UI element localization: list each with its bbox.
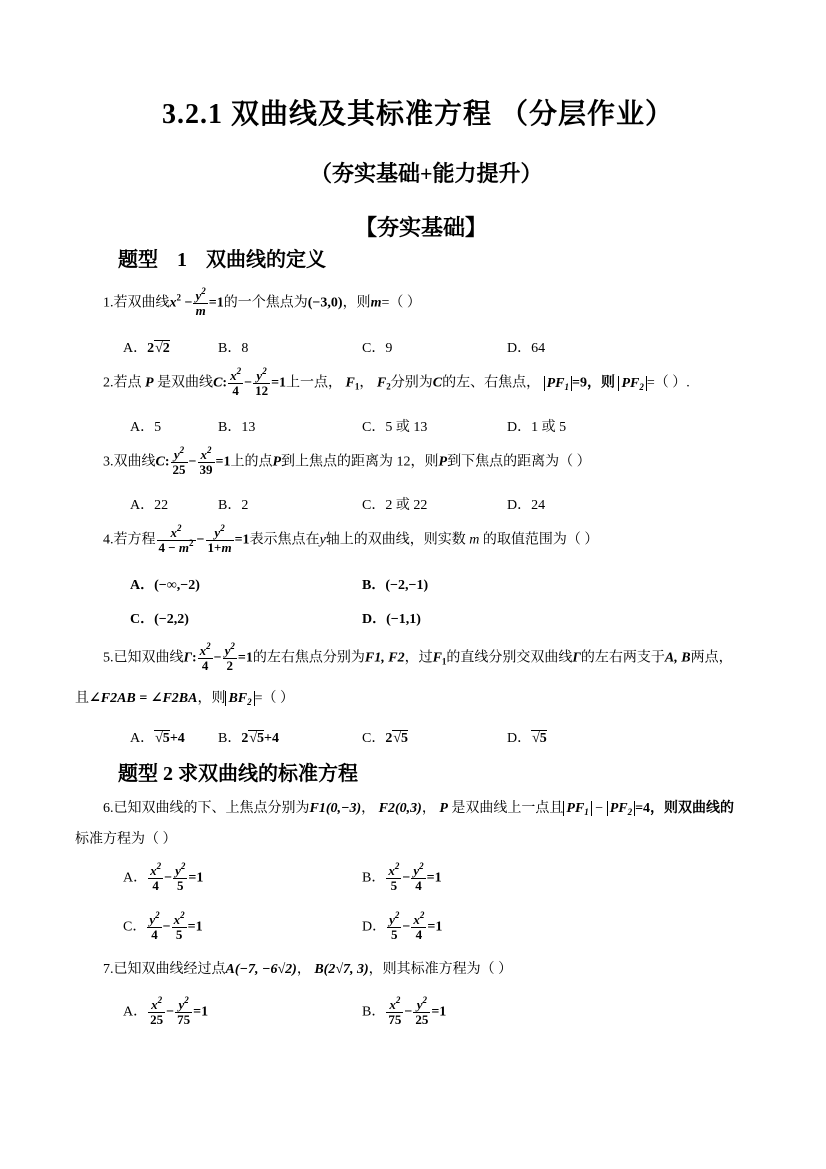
q1-option-a[interactable]: A．2√2 bbox=[123, 341, 170, 356]
q1-option-b[interactable]: B．8 bbox=[218, 341, 249, 356]
q2-option-b[interactable]: B．13 bbox=[218, 420, 256, 435]
q7-option-a[interactable]: A． $\frac{x^2}{25}$ − $\frac{y^2}{75}$ =1 bbox=[123, 995, 209, 1027]
q3-option-a[interactable]: A．22 bbox=[130, 498, 169, 513]
q4-option-d[interactable]: D．(−1,1) bbox=[362, 612, 421, 627]
q2-option-d[interactable]: D．1 或 5 bbox=[507, 420, 567, 435]
q6-option-b[interactable]: B． $\frac{x^2}{5}$ − $\frac{y^2}{4}$ =1 bbox=[362, 861, 442, 893]
q4-option-c[interactable]: C．(−2,2) bbox=[130, 612, 189, 627]
q5-option-c[interactable]: C．2√5 bbox=[362, 731, 409, 746]
type-heading-1: 题型 1 双曲线的定义 bbox=[118, 249, 326, 271]
type-heading-2: 题型 2 求双曲线的标准方程 bbox=[118, 763, 358, 785]
q2-option-c[interactable]: C．5 或 13 bbox=[362, 420, 428, 435]
q6-option-d[interactable]: D． $\frac{y^2}{5}$ − $\frac{x^2}{4}$ =1 bbox=[362, 910, 443, 942]
q3-option-d[interactable]: D．24 bbox=[507, 498, 546, 513]
page-title: 3.2.1 双曲线及其标准方程 （分层作业） bbox=[162, 99, 675, 130]
q6-option-a[interactable]: A． $\frac{x^2}{4}$ − $\frac{y^2}{5}$ =1 bbox=[123, 861, 204, 893]
section-heading: 【夯实基础】 bbox=[355, 215, 488, 240]
q5-option-a[interactable]: A．√5+4 bbox=[130, 731, 185, 746]
question-6-line-2: 标准方程为（ ） bbox=[75, 832, 177, 847]
q7-option-b[interactable]: B． $\frac{x^2}{75}$ − $\frac{y^2}{25}$ =1 bbox=[362, 995, 447, 1027]
question-1: 1.若双曲线$x^2$ − $\frac{y^2}{m}$ =1的一个焦点为(−3,0)，则m=（ ） bbox=[103, 286, 421, 318]
q3-option-b[interactable]: B．2 bbox=[218, 498, 249, 513]
q2-option-a[interactable]: A．5 bbox=[130, 420, 162, 435]
question-7: 7.已知双曲线经过点A(−7, −6√2)， B(2√7, 3)，则其标准方程为（ ） bbox=[103, 962, 513, 977]
q1-option-c[interactable]: C．9 bbox=[362, 341, 393, 356]
q5-option-d[interactable]: D．√5 bbox=[507, 731, 547, 746]
q3-option-c[interactable]: C．2 或 22 bbox=[362, 498, 428, 513]
question-2: 2.若点 P 是双曲线C: $\frac{x^2}{4}$ − $\frac{y^2}{12}$ =1上一点， $F_1$， $F_2$分别为C的左、右焦点， $PF_1 =9$，则 $PF_2$ =（ ）. bbox=[103, 366, 690, 398]
question-3: 3.双曲线C: $\frac{y^2}{25}$ − $\frac{x^2}{39}$ =1上的点P到上焦点的距离为 12，则P到下焦点的距离为（ ） bbox=[103, 445, 591, 477]
q5-option-b[interactable]: B．2√5+4 bbox=[218, 731, 280, 746]
question-4: 4.若方程 $\frac{x^2}{4 - m^2}$ − $\frac{y^2}{1+m}$ =1表示焦点在y轴上的双曲线，则实数 m 的取值范围为（ ） bbox=[103, 523, 599, 555]
question-5: 5.已知双曲线Γ: $\frac{x^2}{4}$ − $\frac{y^2}{2}$ =1的左右焦点分别为F1, F2，过$F_1$的直线分别交双曲线Γ的左右两支于A, B两点， bbox=[103, 641, 733, 673]
q6-option-c[interactable]: C． $\frac{y^2}{4}$ − $\frac{x^2}{5}$ =1 bbox=[123, 910, 203, 942]
q4-option-b[interactable]: B．(−2,−1) bbox=[362, 578, 429, 593]
q4-option-a[interactable]: A．(−∞,−2) bbox=[130, 578, 200, 593]
q1-option-d[interactable]: D．64 bbox=[507, 341, 546, 356]
question-5-line-2: 且∠F2AB = ∠F2BA，则 $BF_2$ =（ ） bbox=[75, 691, 295, 707]
question-6: 6.已知双曲线的下、上焦点分别为F1(0,−3)， F2(0,3)， P 是双曲线上一点且 $PF_1 - PF_2 =4$，则双曲线的 bbox=[103, 801, 735, 817]
page-subtitle: （夯实基础+能力提升） bbox=[310, 161, 543, 186]
